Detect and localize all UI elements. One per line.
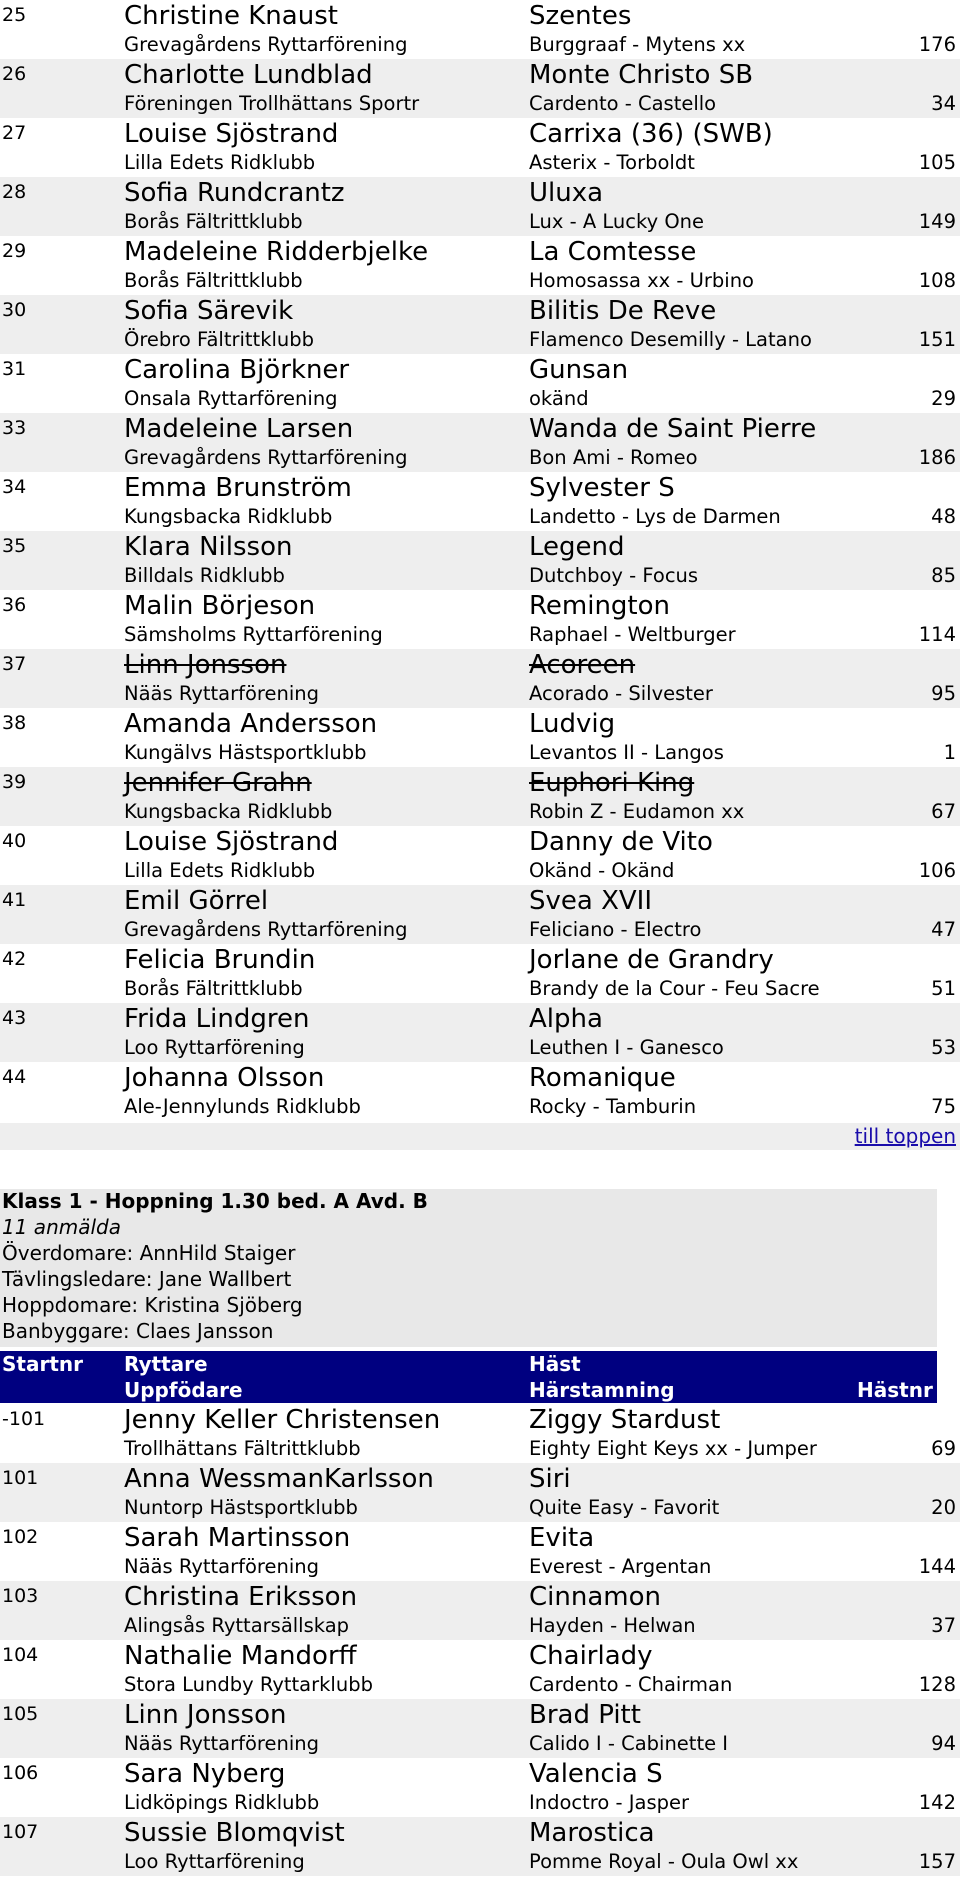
jump-judge: Hoppdomare: Kristina Sjöberg xyxy=(2,1293,303,1317)
club-name: Kungsbacka Ridklubb xyxy=(124,800,333,823)
horse-name: Ziggy Stardust xyxy=(529,1405,721,1435)
pedigree: Quite Easy - Favorit xyxy=(529,1496,720,1519)
header-startnr: Startnr xyxy=(2,1352,83,1376)
rider-name: Sarah Martinsson xyxy=(124,1523,351,1553)
horse-name: Euphori King xyxy=(529,768,695,798)
horse-number: 105 xyxy=(918,151,956,174)
horse-number: 75 xyxy=(931,1095,956,1118)
pedigree: Burggraaf - Mytens xx xyxy=(529,33,746,56)
table-row xyxy=(0,649,960,708)
table-row xyxy=(0,1640,960,1699)
start-number: 28 xyxy=(2,181,27,203)
horse-name: Chairlady xyxy=(529,1641,653,1671)
pedigree: Brandy de la Cour - Feu Sacre xyxy=(529,977,820,1000)
horse-name: Brad Pitt xyxy=(529,1700,641,1730)
club-name: Stora Lundby Ryttarklubb xyxy=(124,1673,373,1696)
horse-name: Svea XVII xyxy=(529,886,653,916)
club-name: Grevagårdens Ryttarförening xyxy=(124,33,408,56)
horse-number: 151 xyxy=(918,328,956,351)
rider-name: Christine Knaust xyxy=(124,1,338,31)
horse-number: 1 xyxy=(943,741,956,764)
rider-name: Felicia Brundin xyxy=(124,945,316,975)
start-number: 104 xyxy=(2,1644,39,1666)
start-number: 41 xyxy=(2,889,27,911)
start-number: 107 xyxy=(2,1821,39,1843)
start-number: 35 xyxy=(2,535,27,557)
rider-name: Linn Jonsson xyxy=(124,1700,287,1730)
horse-number: 53 xyxy=(931,1036,956,1059)
table-row xyxy=(0,472,960,531)
rider-name: Sara Nyberg xyxy=(124,1759,286,1789)
horse-number: 51 xyxy=(931,977,956,1000)
class-info xyxy=(0,1189,937,1347)
table-row xyxy=(0,0,960,59)
table-row xyxy=(0,295,960,354)
table-row xyxy=(0,59,960,118)
rider-name: Carolina Björkner xyxy=(124,355,350,385)
club-name: Borås Fältrittklubb xyxy=(124,269,303,292)
pedigree: Calido I - Cabinette I xyxy=(529,1732,729,1755)
rider-name: Sussie Blomqvist xyxy=(124,1818,345,1848)
start-number: 27 xyxy=(2,122,27,144)
horse-name: Valencia S xyxy=(529,1759,663,1789)
start-number: 39 xyxy=(2,771,27,793)
horse-name: Romanique xyxy=(529,1063,676,1093)
club-name: Nääs Ryttarförening xyxy=(124,682,320,705)
competition-leader: Tävlingsledare: Jane Wallbert xyxy=(2,1267,292,1291)
table-row xyxy=(0,1522,960,1581)
horse-name: Jorlane de Grandry xyxy=(529,945,774,975)
start-number: 37 xyxy=(2,653,27,675)
start-number: 29 xyxy=(2,240,27,262)
club-name: Kungälvs Hästsportklubb xyxy=(124,741,367,764)
table-row xyxy=(0,1817,960,1876)
club-name: Borås Fältrittklubb xyxy=(124,210,303,233)
pedigree: Flamenco Desemilly - Latano xyxy=(529,328,812,351)
horse-number: 20 xyxy=(931,1496,956,1519)
start-number: -101 xyxy=(2,1408,46,1430)
horse-number: 85 xyxy=(931,564,956,587)
table-row xyxy=(0,354,960,413)
table-row xyxy=(0,767,960,826)
pedigree: Raphael - Weltburger xyxy=(529,623,736,646)
table-row xyxy=(0,1758,960,1817)
table-row xyxy=(0,531,960,590)
table-row xyxy=(0,590,960,649)
pedigree: Levantos II - Langos xyxy=(529,741,724,764)
pedigree: Homosassa xx - Urbino xyxy=(529,269,754,292)
entry-list-bottom xyxy=(0,1404,960,1876)
horse-name: Carrixa (36) (SWB) xyxy=(529,119,773,149)
header-uppfodare: Uppfödare xyxy=(124,1378,243,1402)
table-header xyxy=(0,1351,937,1403)
table-row xyxy=(0,1404,960,1463)
rider-name: Anna WessmanKarlsson xyxy=(124,1464,434,1494)
horse-number: 67 xyxy=(931,800,956,823)
start-number: 34 xyxy=(2,476,27,498)
class-title: Klass 1 - Hoppning 1.30 bed. A Avd. B xyxy=(2,1189,428,1213)
header-hastnr: Hästnr xyxy=(857,1378,933,1402)
club-name: Nuntorp Hästsportklubb xyxy=(124,1496,358,1519)
table-row xyxy=(0,1003,960,1062)
club-name: Loo Ryttarförening xyxy=(124,1036,305,1059)
table-row xyxy=(0,708,960,767)
rider-name: Sofia Särevik xyxy=(124,296,294,326)
rider-name: Klara Nilsson xyxy=(124,532,293,562)
horse-number: 34 xyxy=(931,92,956,115)
club-name: Lidköpings Ridklubb xyxy=(124,1791,320,1814)
start-number: 105 xyxy=(2,1703,39,1725)
club-name: Grevagårdens Ryttarförening xyxy=(124,446,408,469)
horse-number: 48 xyxy=(931,505,956,528)
header-hast: Häst xyxy=(529,1352,581,1376)
table-row xyxy=(0,1463,960,1522)
pedigree: Okänd - Okänd xyxy=(529,859,675,882)
rider-name: Linn Jonsson xyxy=(124,650,287,680)
table-row xyxy=(0,826,960,885)
club-name: Föreningen Trollhättans Sportr xyxy=(124,92,420,115)
table-row xyxy=(0,885,960,944)
horse-number: 157 xyxy=(918,1850,956,1873)
horse-number: 29 xyxy=(931,387,956,410)
header-harstamning: Härstamning xyxy=(529,1378,675,1402)
table-row xyxy=(0,177,960,236)
club-name: Loo Ryttarförening xyxy=(124,1850,305,1873)
horse-name: Cinnamon xyxy=(529,1582,661,1612)
table-row xyxy=(0,413,960,472)
entry-count: 11 anmälda xyxy=(2,1215,121,1239)
table-row xyxy=(0,1699,960,1758)
pedigree: Rocky - Tamburin xyxy=(529,1095,697,1118)
course-builder: Banbyggare: Claes Jansson xyxy=(2,1319,274,1343)
club-name: Sämsholms Ryttarförening xyxy=(124,623,383,646)
table-row xyxy=(0,236,960,295)
top-link-row xyxy=(0,1123,960,1150)
horse-number: 142 xyxy=(918,1791,956,1814)
head-judge: Överdomare: AnnHild Staiger xyxy=(2,1241,296,1265)
start-number: 38 xyxy=(2,712,27,734)
start-number: 30 xyxy=(2,299,27,321)
pedigree: Cardento - Chairman xyxy=(529,1673,733,1696)
table-row xyxy=(0,118,960,177)
horse-name: Alpha xyxy=(529,1004,603,1034)
rider-name: Amanda Andersson xyxy=(124,709,378,739)
start-number: 25 xyxy=(2,4,27,26)
club-name: Grevagårdens Ryttarförening xyxy=(124,918,408,941)
horse-number: 106 xyxy=(918,859,956,882)
rider-name: Emma Brunström xyxy=(124,473,352,503)
horse-number: 69 xyxy=(931,1437,956,1460)
rider-name: Frida Lindgren xyxy=(124,1004,310,1034)
pedigree: Cardento - Castello xyxy=(529,92,717,115)
pedigree: Dutchboy - Focus xyxy=(529,564,699,587)
horse-number: 37 xyxy=(931,1614,956,1637)
horse-name: Remington xyxy=(529,591,671,621)
pedigree: Acorado - Silvester xyxy=(529,682,713,705)
horse-number: 47 xyxy=(931,918,956,941)
start-number: 33 xyxy=(2,417,27,439)
rider-name: Jenny Keller Christensen xyxy=(124,1405,441,1435)
club-name: Billdals Ridklubb xyxy=(124,564,285,587)
pedigree: Hayden - Helwan xyxy=(529,1614,696,1637)
horse-name: Evita xyxy=(529,1523,595,1553)
start-number: 103 xyxy=(2,1585,39,1607)
start-number: 26 xyxy=(2,63,27,85)
rider-name: Nathalie Mandorff xyxy=(124,1641,357,1671)
start-number: 101 xyxy=(2,1467,39,1489)
pedigree: Pomme Royal - Oula Owl xx xyxy=(529,1850,799,1873)
table-row xyxy=(0,1581,960,1640)
club-name: Lilla Edets Ridklubb xyxy=(124,151,316,174)
horse-name: Szentes xyxy=(529,1,632,31)
horse-name: Legend xyxy=(529,532,625,562)
horse-name: Ludvig xyxy=(529,709,616,739)
horse-number: 128 xyxy=(918,1673,956,1696)
horse-number: 144 xyxy=(918,1555,956,1578)
rider-name: Jennifer Grahn xyxy=(124,768,312,798)
start-number: 43 xyxy=(2,1007,27,1029)
pedigree: Asterix - Torboldt xyxy=(529,151,695,174)
horse-number: 94 xyxy=(931,1732,956,1755)
horse-name: Marostica xyxy=(529,1818,655,1848)
pedigree: Landetto - Lys de Darmen xyxy=(529,505,781,528)
horse-name: Gunsan xyxy=(529,355,629,385)
rider-name: Sofia Rundcrantz xyxy=(124,178,345,208)
horse-number: 176 xyxy=(918,33,956,56)
horse-name: Uluxa xyxy=(529,178,604,208)
header-ryttare: Ryttare xyxy=(124,1352,208,1376)
start-number: 40 xyxy=(2,830,27,852)
start-number: 106 xyxy=(2,1762,39,1784)
rider-name: Malin Börjeson xyxy=(124,591,316,621)
club-name: Onsala Ryttarförening xyxy=(124,387,338,410)
club-name: Ale-Jennylunds Ridklubb xyxy=(124,1095,361,1118)
horse-name: La Comtesse xyxy=(529,237,697,267)
horse-name: Monte Christo SB xyxy=(529,60,754,90)
table-row xyxy=(0,944,960,1003)
rider-name: Charlotte Lundblad xyxy=(124,60,373,90)
horse-name: Acoreen xyxy=(529,650,636,680)
pedigree: Leuthen I - Ganesco xyxy=(529,1036,724,1059)
start-number: 31 xyxy=(2,358,27,380)
rider-name: Christina Eriksson xyxy=(124,1582,358,1612)
club-name: Alingsås Ryttarsällskap xyxy=(124,1614,350,1637)
horse-name: Bilitis De Reve xyxy=(529,296,717,326)
club-name: Örebro Fältrittklubb xyxy=(124,328,315,351)
horse-name: Wanda de Saint Pierre xyxy=(529,414,817,444)
rider-name: Louise Sjöstrand xyxy=(124,827,339,857)
horse-name: Danny de Vito xyxy=(529,827,713,857)
start-number: 44 xyxy=(2,1066,27,1088)
club-name: Trollhättans Fältrittklubb xyxy=(124,1437,361,1460)
rider-name: Madeleine Larsen xyxy=(124,414,354,444)
pedigree: Robin Z - Eudamon xx xyxy=(529,800,745,823)
pedigree: Lux - A Lucky One xyxy=(529,210,705,233)
horse-number: 114 xyxy=(918,623,956,646)
pedigree: Feliciano - Electro xyxy=(529,918,702,941)
club-name: Nääs Ryttarförening xyxy=(124,1555,320,1578)
horse-name: Siri xyxy=(529,1464,571,1494)
table-row xyxy=(0,1062,960,1121)
horse-number: 186 xyxy=(918,446,956,469)
back-to-top-link[interactable]: till toppen xyxy=(854,1124,956,1148)
rider-name: Emil Görrel xyxy=(124,886,269,916)
start-number: 102 xyxy=(2,1526,39,1548)
club-name: Nääs Ryttarförening xyxy=(124,1732,320,1755)
pedigree: Eighty Eight Keys xx - Jumper xyxy=(529,1437,817,1460)
club-name: Kungsbacka Ridklubb xyxy=(124,505,333,528)
rider-name: Louise Sjöstrand xyxy=(124,119,339,149)
start-number: 42 xyxy=(2,948,27,970)
horse-number: 149 xyxy=(918,210,956,233)
pedigree: Indoctro - Jasper xyxy=(529,1791,689,1814)
pedigree: Everest - Argentan xyxy=(529,1555,712,1578)
start-number: 36 xyxy=(2,594,27,616)
club-name: Lilla Edets Ridklubb xyxy=(124,859,316,882)
rider-name: Johanna Olsson xyxy=(124,1063,325,1093)
horse-number: 95 xyxy=(931,682,956,705)
horse-name: Sylvester S xyxy=(529,473,675,503)
pedigree: Bon Ami - Romeo xyxy=(529,446,698,469)
pedigree: okänd xyxy=(529,387,589,410)
horse-number: 108 xyxy=(918,269,956,292)
rider-name: Madeleine Ridderbjelke xyxy=(124,237,429,267)
club-name: Borås Fältrittklubb xyxy=(124,977,303,1000)
